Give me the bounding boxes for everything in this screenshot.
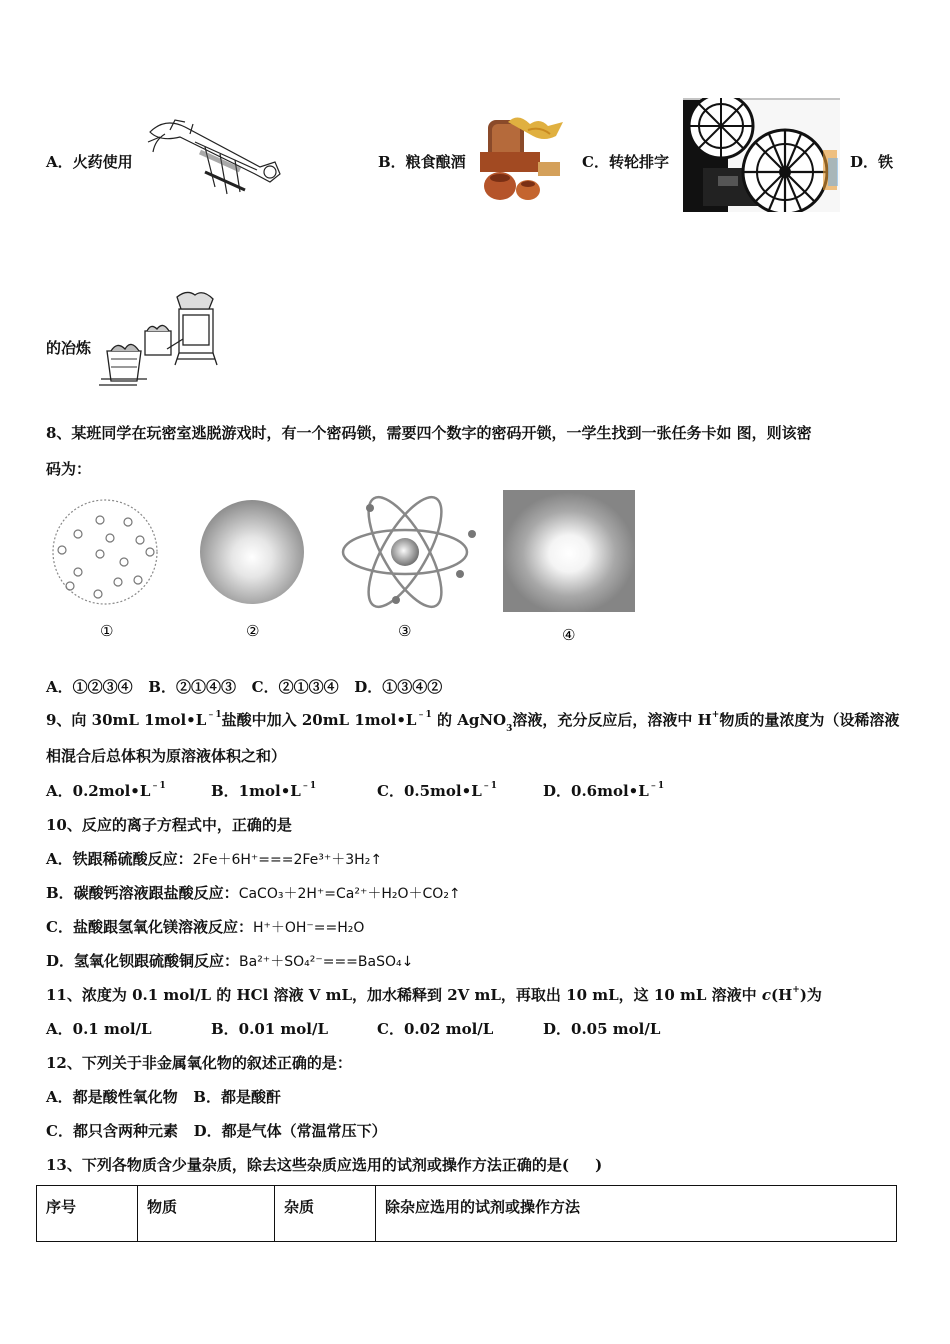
q12-options-ab: A．都是酸性氧化物 B．都是酸酐 [46,1088,281,1106]
q7-option-c: C．转轮排字 [582,153,669,171]
figure-label-3: ③ [398,622,412,640]
q7-option-a: A．火药使用 [46,153,133,171]
q7-option-b: B．粮食酿酒 [378,153,466,171]
q9-option-b: B．$1mol•L^{﹣1}$ [211,781,317,800]
q8-options: A．①②③④ B．②①④③ C．②①③④ D．①③④② [46,678,443,696]
q12-options-cd: C．都只含两种元素 D．都是气体（常温常压下） [46,1122,387,1140]
figure-label-2: ② [246,622,260,640]
q9-stem-line1: 9、向 30mL $1mol•L^{﹣1}$盐酸中加入 20mL $1mol•L^{﹣1}$ 的 AgNO$_3$溶液，充分反应后，溶液中 H+物质的量浓度为（设稀溶液 [46,710,900,734]
q10-option-a: A．铁跟稀硫酸反应：2Fe＋6H⁺===2Fe³⁺＋3H₂↑ [46,850,383,868]
q13-table [36,1185,897,1242]
q10-option-b: B．碳酸钙溶液跟盐酸反应：CaCO₃＋2H⁺=Ca²⁺＋H₂O＋CO₂↑ [46,884,461,902]
table-header-impurity: 杂质 [275,1186,376,1242]
q11-option-c: C．0.02 mol/L [377,1020,494,1038]
q11-option-b: B．0.01 mol/L [211,1020,329,1038]
iron-smelting-illustration [97,289,222,389]
q10-stem: 10、反应的离子方程式中，正确的是 [46,816,292,834]
q7-option-d-start: D．铁 [850,153,894,171]
table-header-index: 序号 [37,1186,138,1242]
figure-label-1: ① [100,622,114,640]
rotary-typesetting-illustration [683,98,840,212]
q8-stem-line1: 8、某班同学在玩密室逃脱游戏时，有一个密码锁，需要四个数字的密码开锁，一学生找到一张任务卡如 图，则该密 [46,424,812,442]
q10-option-d: D．氢氧化钡跟硫酸铜反应：Ba²⁺＋SO₄²⁻===BaSO₄↓ [46,952,414,970]
q11-stem: 11、浓度为 0.1 mol/L 的 HCl 溶液 V mL，加水稀释到 2V mL，再取出 10 mL，这 10 mL 溶液中 c(H+)为 [46,985,822,1004]
q12-stem: 12、下列关于非金属氧化物的叙述正确的是： [46,1054,352,1072]
table-header-method: 除杂应选用的试剂或操作方法 [376,1186,897,1242]
q9-option-a: A．$0.2mol•L^{﹣1}$ [46,781,166,800]
figure-label-4: ④ [562,626,576,644]
table-header-row [37,1186,897,1242]
q10-option-c: C．盐酸跟氢氧化镁溶液反应：H⁺＋OH⁻==H₂O [46,918,365,936]
wine-jars-illustration [478,112,570,207]
q7-option-d-end: 的冶炼 [46,339,92,357]
atom-model-1 [53,500,157,604]
atom-model-2 [200,500,304,604]
q11-option-a: A．0.1 mol/L [46,1020,152,1038]
gunpowder-rocket-illustration [145,112,285,202]
atom-model-4 [503,490,635,612]
table-header-substance: 物质 [138,1186,275,1242]
q9-option-d: D．$0.6mol•L^{﹣1}$ [543,781,665,800]
q9-option-c: C．$0.5mol•L^{﹣1}$ [377,781,498,800]
q8-stem-line2: 码为： [46,460,92,478]
atom-models-figure [40,490,650,650]
q13-stem: 13、下列各物质含少量杂质，除去这些杂质应选用的试剂或操作方法正确的是( ) [46,1156,603,1174]
q9-stem-line2: 相混合后总体积为原溶液体积之和） [46,747,287,765]
q11-option-d: D．0.05 mol/L [543,1020,661,1038]
